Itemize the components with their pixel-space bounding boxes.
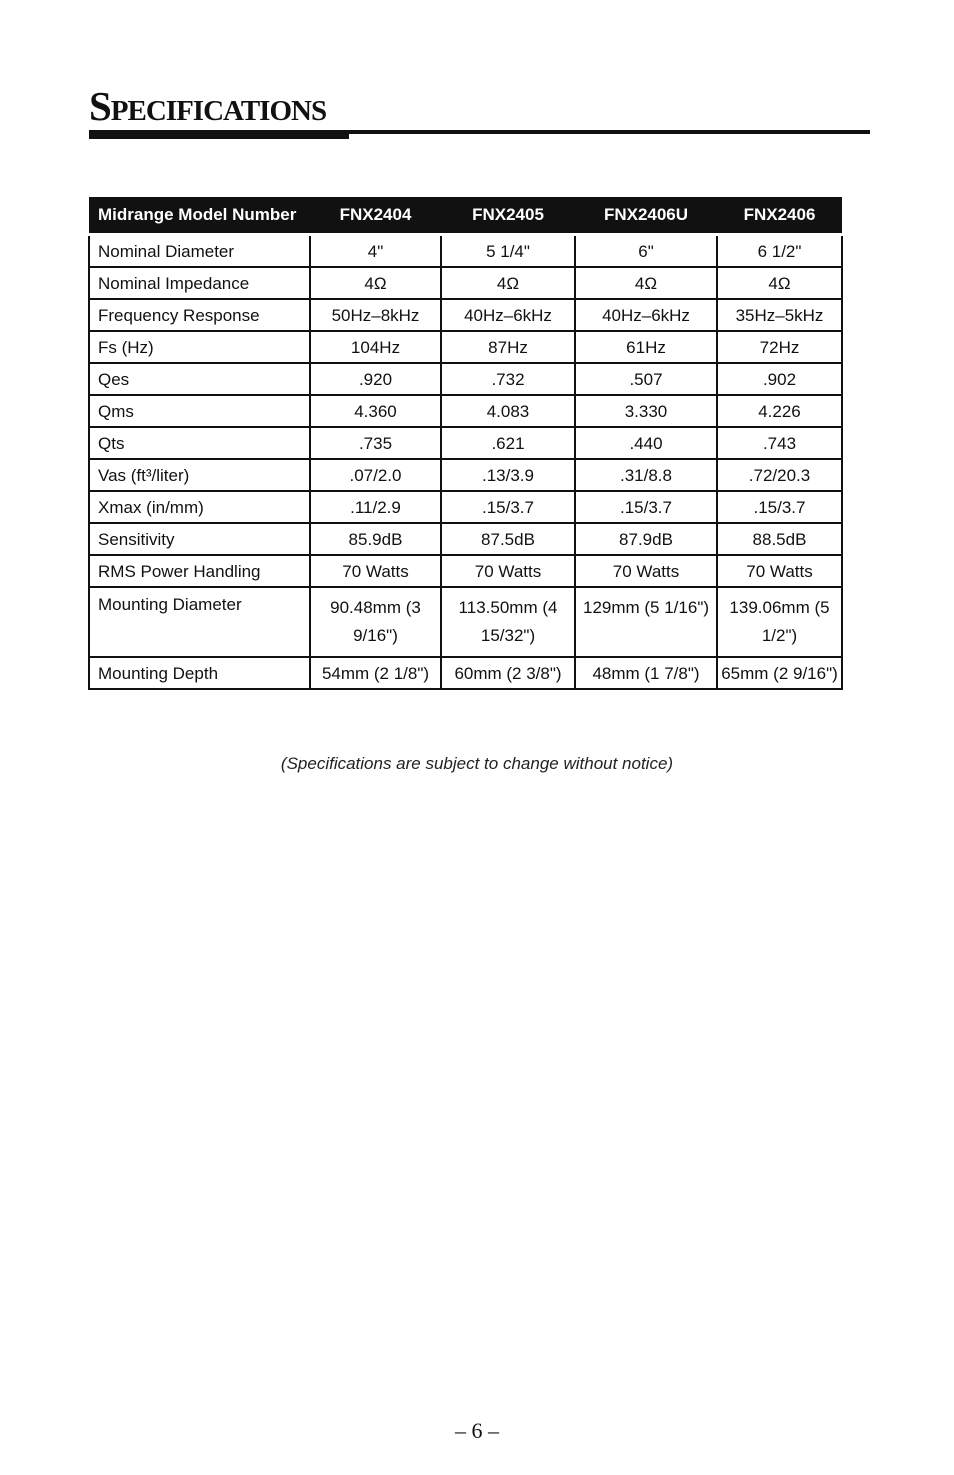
row-label: Mounting Depth [89, 657, 310, 689]
table-row [89, 491, 842, 523]
row-label: Qms [89, 395, 310, 427]
table-cell: 4.360 [310, 395, 441, 427]
row-label: Xmax (in/mm) [89, 491, 310, 523]
table-cell: .72/20.3 [717, 459, 842, 491]
table-cell: 87.5dB [441, 523, 575, 555]
table-cell: 87.9dB [575, 523, 717, 555]
table-cell: .15/3.7 [441, 491, 575, 523]
row-label: Nominal Impedance [89, 267, 310, 299]
table-cell: .11/2.9 [310, 491, 441, 523]
header-fnx2405: FNX2405 [441, 197, 575, 235]
table-cell: .920 [310, 363, 441, 395]
table-row [89, 523, 842, 555]
table-cell: .15/3.7 [575, 491, 717, 523]
table-cell: 40Hz–6kHz [575, 299, 717, 331]
table-cell: 70 Watts [717, 555, 842, 587]
table-cell: 4Ω [441, 267, 575, 299]
table-row [89, 555, 842, 587]
table-cell: 70 Watts [441, 555, 575, 587]
row-label: Mounting Diameter [89, 587, 310, 657]
specifications-table [88, 197, 843, 690]
table-row [89, 267, 842, 299]
table-cell: 4.083 [441, 395, 575, 427]
table-cell: .732 [441, 363, 575, 395]
row-label: Vas (ft³/liter) [89, 459, 310, 491]
header-fnx2406u: FNX2406U [575, 197, 717, 235]
title-rule-thin [349, 130, 870, 134]
page-number: – 6 – [455, 1418, 499, 1443]
row-label: Qes [89, 363, 310, 395]
table-cell: .621 [441, 427, 575, 459]
table-cell: .15/3.7 [717, 491, 842, 523]
row-label: Fs (Hz) [89, 331, 310, 363]
table-cell: .902 [717, 363, 842, 395]
table-cell: .31/8.8 [575, 459, 717, 491]
specifications-note: (Specifications are subject to change without notice) [280, 754, 674, 773]
table-row [89, 587, 842, 657]
table-cell: 35Hz–5kHz [717, 299, 842, 331]
table-cell: 40Hz–6kHz [441, 299, 575, 331]
table-cell: 104Hz [310, 331, 441, 363]
row-label: Qts [89, 427, 310, 459]
table-cell: 129mm (5 1/16") [575, 587, 717, 657]
table-cell: 3.330 [575, 395, 717, 427]
table-cell: .735 [310, 427, 441, 459]
table-cell: 4Ω [310, 267, 441, 299]
table-cell: 72Hz [717, 331, 842, 363]
table-cell: 139.06mm (5 1/2") [717, 587, 842, 657]
table-row [89, 363, 842, 395]
table-cell: .07/2.0 [310, 459, 441, 491]
table-cell: 4.226 [717, 395, 842, 427]
table-row [89, 395, 842, 427]
table-row [89, 331, 842, 363]
table-cell: 6 1/2" [717, 235, 842, 268]
table-cell: 5 1/4" [441, 235, 575, 268]
table-row [89, 657, 842, 689]
table-cell: 4Ω [717, 267, 842, 299]
table-cell: 65mm (2 9/16") [717, 657, 842, 689]
row-label: Frequency Response [89, 299, 310, 331]
table-cell: 4" [310, 235, 441, 268]
table-cell: 50Hz–8kHz [310, 299, 441, 331]
table-cell: .440 [575, 427, 717, 459]
table-row [89, 427, 842, 459]
page-title: Specifications [89, 83, 327, 129]
table-cell: 90.48mm (3 9/16") [310, 587, 441, 657]
header-fnx2406: FNX2406 [717, 197, 842, 235]
table-cell: 61Hz [575, 331, 717, 363]
table-cell: 88.5dB [717, 523, 842, 555]
header-model-number: Midrange Model Number [89, 197, 310, 235]
table-row [89, 299, 842, 331]
table-cell: 48mm (1 7/8") [575, 657, 717, 689]
table-cell: 6" [575, 235, 717, 268]
table-cell: 70 Watts [575, 555, 717, 587]
table-cell: 54mm (2 1/8") [310, 657, 441, 689]
table-row [89, 235, 842, 268]
header-fnx2404: FNX2404 [310, 197, 441, 235]
table-cell: 4Ω [575, 267, 717, 299]
row-label: RMS Power Handling [89, 555, 310, 587]
table-cell: 60mm (2 3/8") [441, 657, 575, 689]
table-cell: 113.50mm (4 15/32") [441, 587, 575, 657]
table-cell: 85.9dB [310, 523, 441, 555]
table-cell: .507 [575, 363, 717, 395]
table-cell: 87Hz [441, 331, 575, 363]
row-label: Sensitivity [89, 523, 310, 555]
table-cell: 70 Watts [310, 555, 441, 587]
table-row [89, 459, 842, 491]
row-label: Nominal Diameter [89, 235, 310, 268]
table-header-row [89, 197, 842, 235]
table-cell: .743 [717, 427, 842, 459]
title-rule-thick [89, 130, 349, 139]
table-cell: .13/3.9 [441, 459, 575, 491]
